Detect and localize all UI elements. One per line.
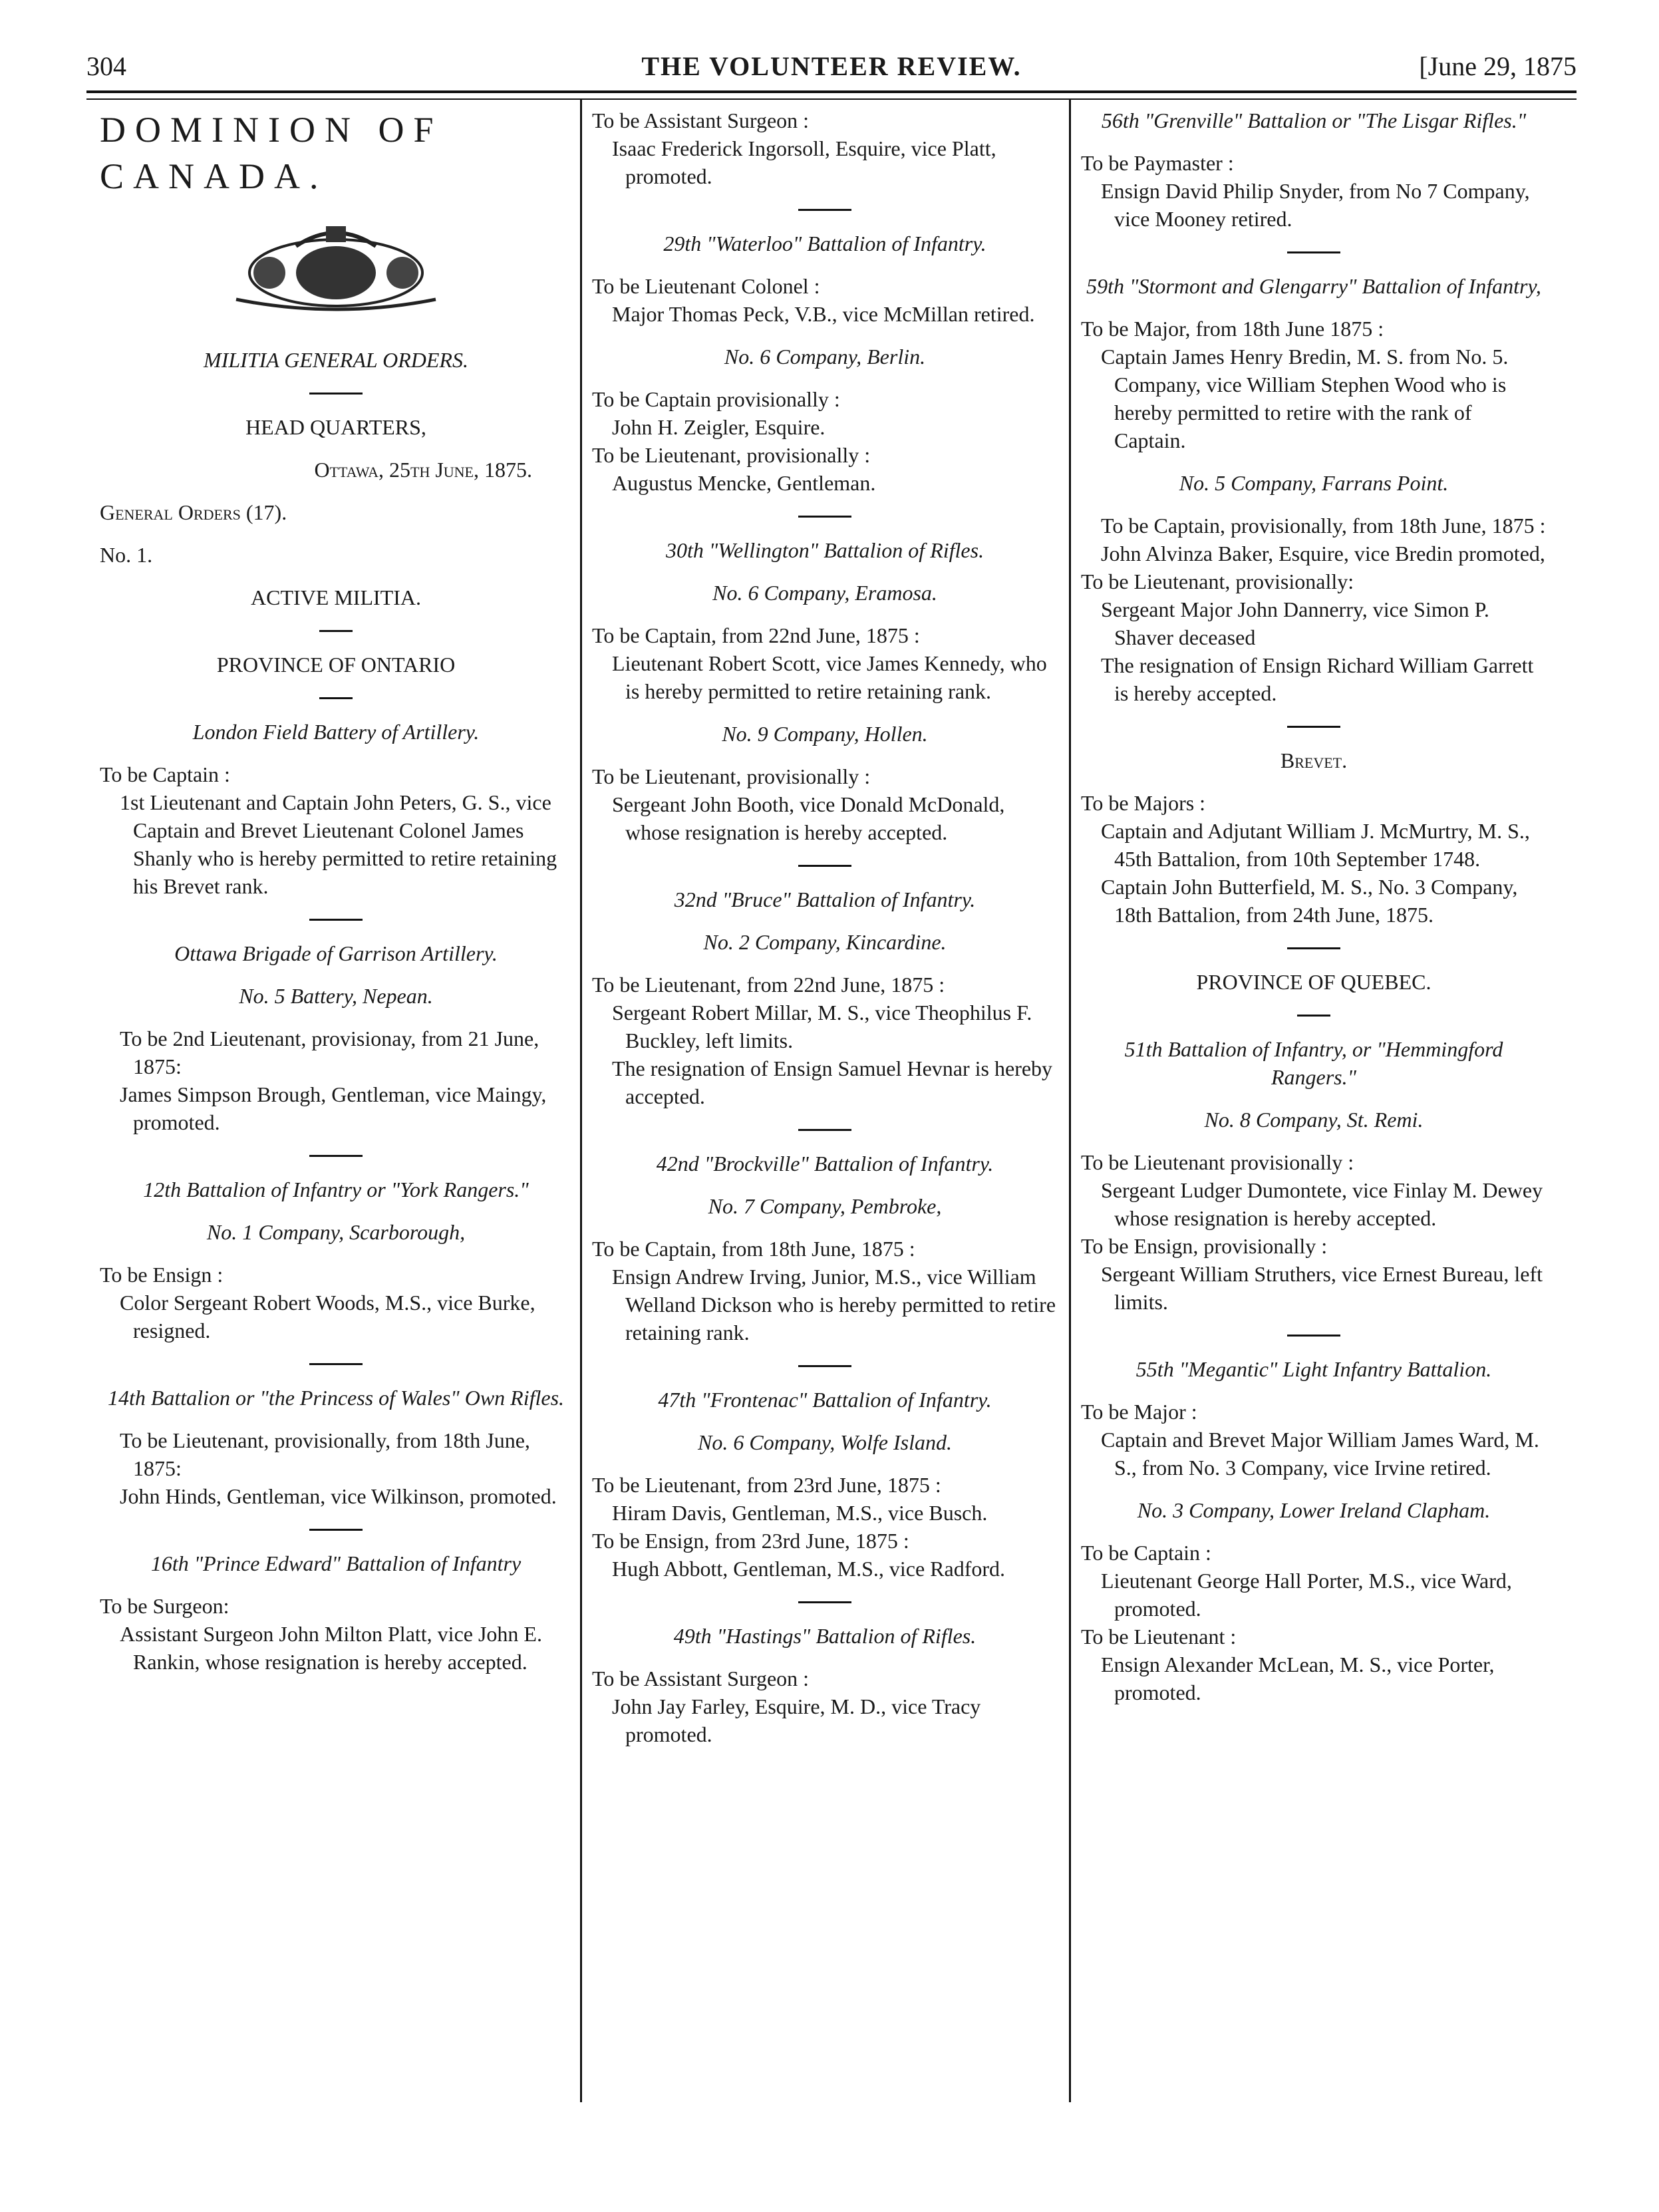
appointment-line: To be Paymaster :	[1081, 151, 1234, 175]
divider	[1287, 726, 1340, 728]
company-heading: No. 6 Company, Wolfe Island.	[698, 1430, 952, 1454]
divider	[309, 393, 363, 395]
divider	[309, 1363, 363, 1365]
appointment-text: The resignation of Ensign Richard William Garrett is hereby accepted.	[1101, 653, 1534, 705]
company-heading: No. 3 Company, Lower Ireland Clapham.	[1137, 1498, 1491, 1522]
appointment-text: Hiram Davis, Gentleman, M.S., vice Busch.	[612, 1501, 988, 1525]
divider	[319, 630, 353, 632]
divider	[1287, 1335, 1340, 1337]
appointment-text: Augustus Mencke, Gentleman.	[612, 471, 876, 495]
appointment-text: John Jay Farley, Esquire, M. D., vice Tracy promoted.	[612, 1694, 981, 1746]
appointment-text: Assistant Surgeon John Milton Platt, vice John E. Rankin, whose resignation is hereby accepted.	[120, 1622, 542, 1674]
appointment-text: Sergeant Ludger Dumontete, vice Finlay M. Dewey whose resignation is hereby accepted.	[1101, 1178, 1543, 1230]
column-3	[1081, 106, 1547, 1706]
divider	[309, 1155, 363, 1157]
page-number: 304	[86, 51, 126, 81]
appointment-line: To be Ensign, provisionally :	[1081, 1234, 1328, 1258]
appointment-line: To be Lieutenant Colonel :	[592, 274, 820, 298]
appointment-text: Captain John Butterfield, M. S., No. 3 Company, 18th Battalion, from 24th June, 1875.	[1101, 875, 1518, 927]
appointment-text: John Hinds, Gentleman, vice Wilkinson, promoted.	[120, 1484, 557, 1508]
unit-heading: 42nd "Brockville" Battalion of Infantry.	[656, 1152, 994, 1176]
unit-heading: 12th Battalion of Infantry or "York Rangers."	[143, 1178, 529, 1201]
page-header	[86, 47, 1577, 93]
province-heading: PROVINCE OF QUEBEC.	[1196, 970, 1432, 994]
appointment-line: To be Captain :	[1081, 1541, 1211, 1565]
divider	[1287, 947, 1340, 949]
unit-heading: London Field Battery of Artillery.	[192, 720, 480, 744]
unit-heading: 55th "Megantic" Light Infantry Battalion.	[1135, 1357, 1492, 1381]
appointment-text: Captain and Brevet Major William James Ward, M. S., from No. 3 Company, vice Irvine retired.	[1101, 1428, 1539, 1480]
order-number: No. 1.	[100, 543, 153, 567]
issue-date: [June 29, 1875	[1419, 51, 1577, 81]
appointment-line: To be Assistant Surgeon :	[592, 1666, 810, 1690]
appointment-text: 1st Lieutenant and Captain John Peters, G. S., vice Captain and Brevet Lieutenant Colonel James Shanly who is hereby permitted to retire retaining his Brevet rank.	[120, 790, 557, 898]
company-heading: No. 6 Company, Berlin.	[724, 345, 926, 369]
divider	[309, 919, 363, 921]
unit-heading: 29th "Waterloo" Battalion of Infantry.	[663, 232, 986, 255]
company-heading: No. 2 Company, Kincardine.	[703, 930, 947, 954]
divider	[309, 1529, 363, 1531]
divider	[319, 697, 353, 699]
divider	[1287, 251, 1340, 253]
appointment-line: To be Lieutenant, provisionally, from 18th June, 1875:	[120, 1428, 530, 1480]
appointment-line: To be Assistant Surgeon :	[592, 108, 810, 132]
appointment-line: To be Surgeon:	[100, 1594, 229, 1618]
unit-heading: 30th "Wellington" Battalion of Rifles.	[665, 538, 984, 562]
province-heading: PROVINCE OF ONTARIO	[216, 653, 456, 677]
company-heading: No. 9 Company, Hollen.	[722, 722, 928, 746]
company-heading: No. 8 Company, St. Remi.	[1204, 1108, 1424, 1132]
unit-heading: Ottawa Brigade of Garrison Artillery.	[174, 941, 498, 965]
appointment-text: Major Thomas Peck, V.B., vice McMillan retired.	[612, 302, 1035, 326]
unit-heading: 59th "Stormont and Glengarry" Battalion of Infantry,	[1086, 274, 1541, 298]
column-1	[100, 106, 572, 1676]
appointment-line: To be Lieutenant, from 22nd June, 1875 :	[592, 973, 945, 997]
appointment-text: Sergeant Major John Dannerry, vice Simon P. Shaver deceased	[1101, 597, 1489, 649]
appointment-text: Ensign David Philip Snyder, from No 7 Company, vice Mooney retired.	[1101, 179, 1530, 231]
appointment-line: To be Ensign, from 23rd June, 1875 :	[592, 1529, 909, 1553]
appointment-line: To be Major :	[1081, 1400, 1197, 1424]
company-heading: No. 5 Battery, Nepean.	[239, 984, 433, 1008]
appointment-text: Ensign Andrew Irving, Junior, M.S., vice William Welland Dickson who is hereby permitted to retire retaining rank.	[612, 1265, 1056, 1344]
appointment-text: Captain and Adjutant William J. McMurtry, M. S., 45th Battalion, from 10th September 1748.	[1101, 819, 1530, 871]
unit-heading: 14th Battalion or "the Princess of Wales" Own Rifles.	[107, 1386, 565, 1410]
active-militia-heading: ACTIVE MILITIA.	[251, 585, 421, 609]
appointment-text: Sergeant John Booth, vice Donald McDonald, whose resignation is hereby accepted.	[612, 792, 1005, 844]
appointment-text: Isaac Frederick Ingorsoll, Esquire, vice Platt, promoted.	[612, 136, 996, 188]
appointment-line: To be Major, from 18th June 1875 :	[1081, 317, 1384, 341]
divider	[798, 865, 851, 867]
appointment-line: To be Lieutenant :	[1081, 1625, 1237, 1649]
masthead: DOMINION OF CANADA.	[100, 110, 443, 196]
company-heading: No. 1 Company, Scarborough,	[206, 1220, 466, 1244]
divider	[798, 1601, 851, 1603]
orders-title: MILITIA GENERAL ORDERS.	[204, 348, 468, 372]
appointment-text: The resignation of Ensign Samuel Hevnar is hereby accepted.	[612, 1056, 1053, 1108]
appointment-text: Hugh Abbott, Gentleman, M.S., vice Radford.	[612, 1557, 1006, 1581]
appointment-line: To be Captain, from 18th June, 1875 :	[592, 1237, 915, 1261]
appointment-text: Lieutenant George Hall Porter, M.S., vice Ward, promoted.	[1101, 1569, 1512, 1621]
appointment-line: To be Lieutenant, from 23rd June, 1875 :	[592, 1473, 941, 1497]
appointment-text: John Alvinza Baker, Esquire, vice Bredin promoted,	[1101, 542, 1545, 565]
appointment-line: To be Captain :	[100, 762, 230, 786]
unit-heading: 49th "Hastings" Battalion of Rifles.	[673, 1624, 977, 1648]
appointment-line: To be Majors :	[1081, 791, 1206, 815]
column-divider	[1069, 100, 1071, 2102]
divider	[798, 1129, 851, 1131]
appointment-text: Captain James Henry Bredin, M. S. from No. 5. Company, vice William Stephen Wood who is hereby permitted to retire with the rank of Captain.	[1101, 345, 1509, 452]
unit-heading: 16th "Prince Edward" Battalion of Infantry	[150, 1551, 522, 1575]
appointment-text: Sergeant William Struthers, vice Ernest Bureau, left limits.	[1101, 1262, 1543, 1314]
divider	[798, 1365, 851, 1367]
appointment-text: Ensign Alexander McLean, M. S., vice Porter, promoted.	[1101, 1653, 1495, 1704]
place-date: Ottawa, 25th June, 1875.	[314, 458, 532, 482]
unit-heading: 51th Battalion of Infantry, or "Hemmingford Rangers."	[1124, 1037, 1503, 1089]
appointment-line: To be Captain provisionally :	[592, 387, 840, 411]
appointment-text: Color Sergeant Robert Woods, M.S., vice Burke, resigned.	[120, 1291, 535, 1343]
hq-heading: HEAD QUARTERS,	[245, 415, 426, 439]
appointment-text: Sergeant Robert Millar, M. S., vice Theophilus F. Buckley, left limits.	[612, 1001, 1032, 1052]
company-heading: No. 7 Company, Pembroke,	[708, 1194, 942, 1218]
general-orders-number: General Orders (17).	[100, 500, 287, 524]
appointment-line: To be Lieutenant, provisionally :	[592, 764, 871, 788]
column-divider	[580, 100, 582, 2102]
header-rule	[86, 90, 1577, 93]
appointment-line: To be Lieutenant, provisionally:	[1081, 569, 1354, 593]
publication-title: THE VOLUNTEER REVIEW.	[641, 51, 1022, 81]
header-rule-thin	[86, 98, 1577, 100]
appointment-line: To be Captain, provisionally, from 18th June, 1875 :	[1101, 514, 1546, 538]
appointment-line: To be Ensign :	[100, 1263, 224, 1287]
divider	[1297, 1015, 1330, 1017]
appointment-line: To be Lieutenant, provisionally :	[592, 443, 871, 467]
divider	[798, 209, 851, 211]
unit-heading: 47th "Frontenac" Battalion of Infantry.	[658, 1388, 992, 1412]
coat-of-arms-icon	[196, 220, 476, 319]
appointment-text: Lieutenant Robert Scott, vice James Kennedy, who is hereby permitted to retire retaining rank.	[612, 651, 1047, 703]
unit-heading: 56th "Grenville" Battalion or "The Lisgar Rifles."	[1101, 108, 1527, 132]
appointment-line: To be 2nd Lieutenant, provisionay, from 21 June, 1875:	[120, 1027, 539, 1078]
divider	[798, 516, 851, 518]
brevet-heading: Brevet.	[1280, 748, 1348, 772]
appointment-line: To be Captain, from 22nd June, 1875 :	[592, 623, 920, 647]
unit-heading: 32nd "Bruce" Battalion of Infantry.	[674, 887, 976, 911]
appointment-text: John H. Zeigler, Esquire.	[612, 415, 826, 439]
appointment-text: James Simpson Brough, Gentleman, vice Maingy, promoted.	[120, 1082, 547, 1134]
company-heading: No. 6 Company, Eramosa.	[712, 581, 937, 605]
column-2	[592, 106, 1058, 1748]
appointment-line: To be Lieutenant provisionally :	[1081, 1150, 1354, 1174]
company-heading: No. 5 Company, Farrans Point.	[1179, 471, 1449, 495]
